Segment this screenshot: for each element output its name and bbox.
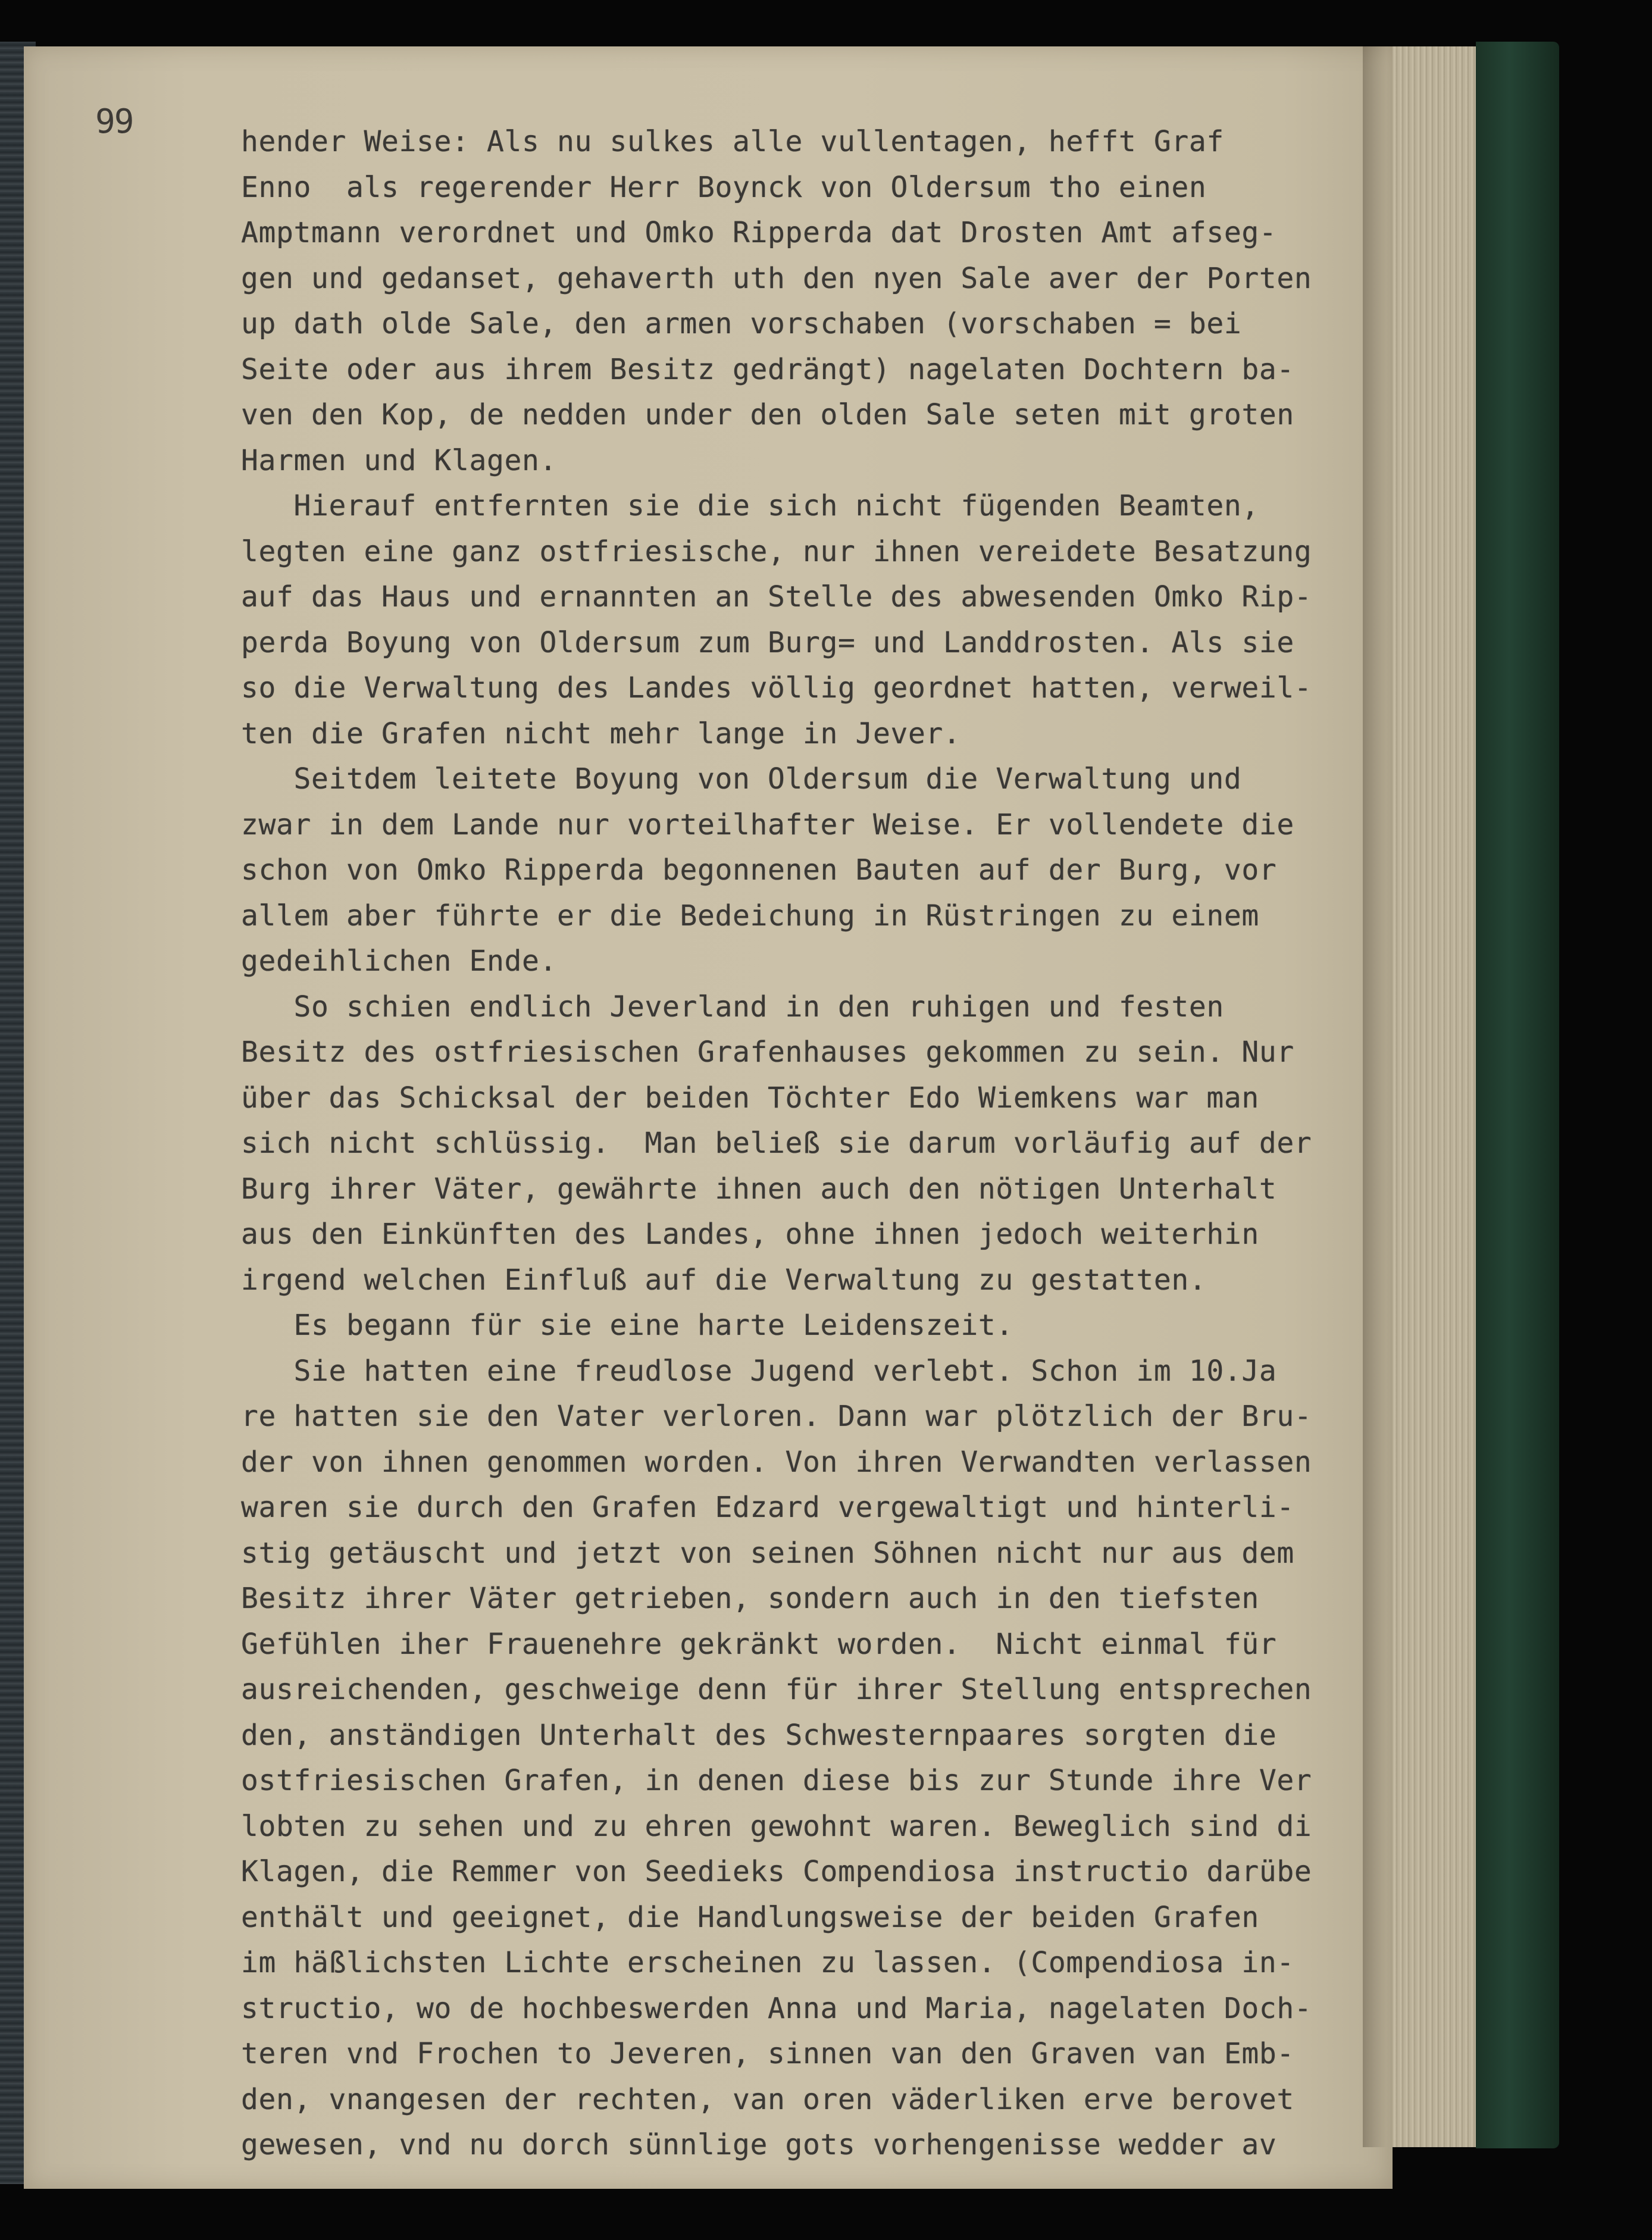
text-line: perda Boyung von Oldersum zum Burg= und Landdrosten. Als sie (241, 625, 1294, 659)
text-line: schon von Omko Ripperda begonnenen Bauten auf der Burg, vor (241, 853, 1277, 887)
text-line: irgend welchen Einfluß auf die Verwaltung zu gestatten. (241, 1263, 1207, 1297)
typewritten-text (241, 119, 1384, 2168)
text-line: So schien endlich Jeverland in den ruhigen und festen (241, 990, 1224, 1024)
text-line: Seitdem leitete Boyung von Oldersum die Verwaltung und (241, 762, 1242, 796)
text-line: legten eine ganz ostfriesische, nur ihnen vereidete Besatzung (241, 534, 1312, 568)
text-line: up dath olde Sale, den armen vorschaben (vorschaben = bei (241, 307, 1242, 340)
text-line: der von ihnen genommen worden. Von ihren Verwandten verlassen (241, 1445, 1312, 1479)
text-line: aus den Einkünften des Landes, ohne ihnen jedoch weiterhin (241, 1218, 1259, 1251)
text-line: zwar in dem Lande nur vorteilhafter Weise. Er vollendete die (241, 808, 1294, 841)
text-line: den, anständigen Unterhalt des Schwesternpaares sorgten die (241, 1718, 1277, 1752)
text-line: hender Weise: Als nu sulkes alle vullentagen, hefft Graf (241, 125, 1224, 158)
text-line: teren vnd Frochen to Jeveren, sinnen van den Graven van Emb- (241, 2037, 1294, 2070)
text-line: gedeihlichen Ende. (241, 944, 557, 978)
text-line: den, vnangesen der rechten, van oren väderliken erve berovet (241, 2082, 1294, 2116)
text-line: sich nicht schlüssig. Man beließ sie darum vorläufig auf der (241, 1127, 1312, 1160)
text-line: Klagen, die Remmer von Seedieks Compendiosa instructio darübe (241, 1855, 1312, 1888)
text-line: Enno als regerender Herr Boynck von Oldersum tho einen (241, 170, 1207, 204)
text-line: Besitz ihrer Väter getrieben, sondern auch in den tiefsten (241, 1582, 1259, 1615)
text-line: Es begann für sie eine harte Leidenszeit. (241, 1309, 1013, 1342)
text-line: ausreichenden, geschweige denn für ihrer Stellung entsprechen (241, 1673, 1312, 1706)
text-line: Sie hatten eine freudlose Jugend verlebt. Schon im 10.Ja (241, 1354, 1277, 1388)
text-line: Seite oder aus ihrem Besitz gedrängt) nagelaten Dochtern ba- (241, 352, 1294, 386)
text-line: structio, wo de hochbeswerden Anna und Maria, nagelaten Doch- (241, 1991, 1312, 2025)
text-line: lobten zu sehen und zu ehren gewohnt waren. Beweglich sind di (241, 1809, 1312, 1843)
text-line: ten die Grafen nicht mehr lange in Jever. (241, 717, 961, 750)
text-line: im häßlichsten Lichte erscheinen zu lassen. (Compendiosa in- (241, 1946, 1294, 1979)
text-line: Harmen und Klagen. (241, 443, 557, 477)
text-line: Burg ihrer Väter, gewährte ihnen auch den nötigen Unterhalt (241, 1172, 1277, 1206)
text-line: stig getäuscht und jetzt von seinen Söhnen nicht nur aus dem (241, 1536, 1294, 1570)
text-line: Amptmann verordnet und Omko Ripperda dat Drosten Amt afseg- (241, 216, 1277, 249)
text-line: waren sie durch den Grafen Edzard vergewaltigt und hinterli- (241, 1491, 1294, 1524)
text-line: allem aber führte er die Bedeichung in Rüstringen zu einem (241, 899, 1259, 933)
text-line: über das Schicksal der beiden Töchter Edo Wiemkens war man (241, 1081, 1259, 1115)
text-line: Besitz des ostfriesischen Grafenhauses gekommen zu sein. Nur (241, 1035, 1294, 1069)
text-line: so die Verwaltung des Landes völlig geordnet hatten, verweil- (241, 671, 1312, 705)
text-line: gewesen, vnd nu dorch sünnlige gots vorhengenisse wedder av (241, 2128, 1277, 2161)
text-line: auf das Haus und ernannten an Stelle des abwesenden Omko Rip- (241, 580, 1312, 614)
text-line: ostfriesischen Grafen, in denen diese bis zur Stunde ihre Ver (241, 1764, 1312, 1797)
text-line: gen und gedanset, gehaverth uth den nyen Sale aver der Porten (241, 261, 1312, 295)
book-cover (1476, 42, 1559, 2148)
page-number: 99 (95, 102, 133, 141)
text-line: Hierauf entfernten sie die sich nicht fügenden Beamten, (241, 489, 1259, 523)
text-line: Gefühlen iher Frauenehre gekränkt worden. Nicht einmal für (241, 1627, 1277, 1661)
text-line: re hatten sie den Vater verloren. Dann war plötzlich der Bru- (241, 1400, 1312, 1433)
text-line: enthält und geeignet, die Handlungsweise der beiden Grafen (241, 1900, 1259, 1934)
text-line: ven den Kop, de nedden under den olden Sale seten mit groten (241, 398, 1294, 431)
